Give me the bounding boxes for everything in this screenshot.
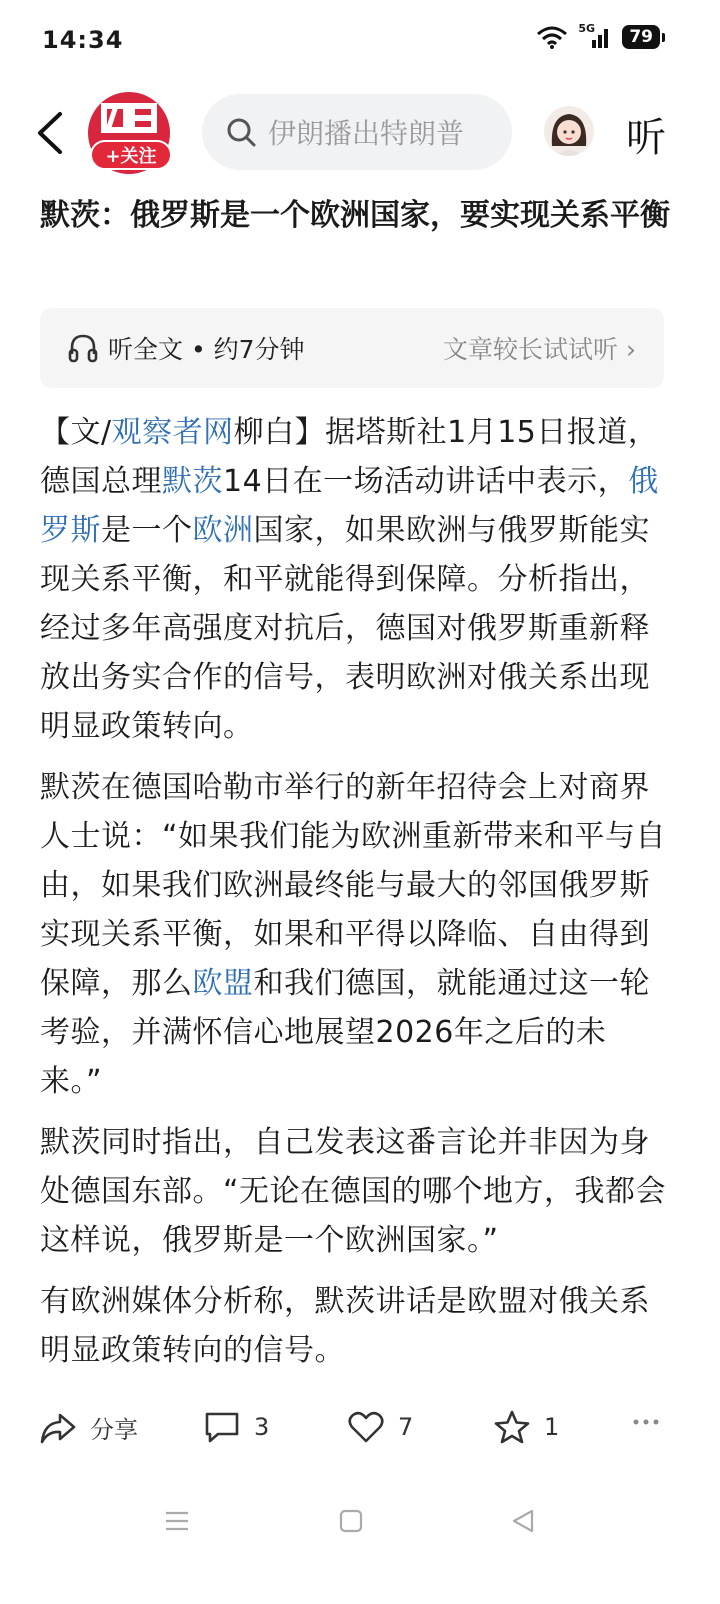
text-run: 14日在一场活动讲话中表示，: [223, 464, 629, 499]
paragraph: 默茨同时指出，自己发表这番言论并非因为身处德国东部。“无论在德国的哪个地方，我都会这样说，俄罗斯是一个欧洲国家。”: [40, 1125, 667, 1258]
text-run: 是一个: [101, 513, 193, 548]
menu-nav-button[interactable]: [164, 1508, 190, 1538]
listen-suggestion[interactable]: 文章较长试试听 ›: [443, 335, 636, 364]
paragraph: [40, 408, 668, 751]
menu-icon: [164, 1508, 190, 1534]
battery-icon: 79: [622, 25, 660, 49]
link-russia[interactable]: 俄罗斯: [40, 464, 659, 548]
text-run: 国家，如果欧洲与俄罗斯能实现关系平衡，和平就能得到保障。分析指出，经过多年高强度对抗后，德国对俄罗斯重新释放出务实合作的信号，表明欧洲对俄关系出现明显政策转向。: [40, 513, 650, 744]
like-button[interactable]: [348, 1410, 413, 1444]
headphones-icon: [68, 332, 98, 364]
text-run: 柳白】据塔斯社1月15日报道，德国总理: [40, 415, 659, 499]
favorite-count: 1: [544, 1413, 560, 1441]
listen-full-text-bar[interactable]: [40, 308, 664, 388]
listen-button[interactable]: 听: [626, 115, 666, 161]
star-icon: [494, 1410, 530, 1444]
more-dots-icon: [632, 1418, 660, 1426]
comment-icon: [204, 1410, 240, 1444]
follow-button[interactable]: +关注: [90, 140, 172, 170]
avatar-illustration: [544, 106, 594, 156]
paragraph: 有欧洲媒体分析称，默茨讲话是欧盟对俄关系明显政策转向的信号。: [40, 1284, 650, 1368]
network-type: 5G: [578, 22, 596, 35]
back-nav-button[interactable]: [510, 1508, 536, 1538]
search-placeholder: 伊朗播出特朗普: [268, 117, 465, 150]
share-button[interactable]: [40, 1410, 138, 1445]
link-europe[interactable]: 欧洲: [192, 513, 254, 548]
link-guancha[interactable]: 观察者网: [111, 415, 234, 450]
article-title: 默茨：俄罗斯是一个欧洲国家，要实现关系平衡: [40, 198, 670, 233]
top-nav: [0, 88, 720, 180]
share-label: 分享: [90, 1416, 138, 1444]
status-icons: [536, 24, 660, 50]
status-time: 14:34: [42, 26, 124, 54]
action-bar: [0, 1400, 720, 1464]
article-body: [40, 408, 668, 1387]
text-run: 【文/: [40, 415, 112, 450]
link-merz[interactable]: 默茨: [162, 464, 223, 499]
back-triangle-icon: [510, 1508, 536, 1534]
cellular-signal-icon: [578, 24, 612, 50]
paragraph: [40, 763, 668, 1106]
search-bar[interactable]: [202, 94, 512, 170]
listen-duration: 听全文 • 约7分钟: [108, 335, 305, 364]
text-run: 和我们德国，就能通过这一轮考验，并满怀信心地展望2026年之后的未来。”: [40, 966, 650, 1099]
text-run: 默茨在德国哈勒市举行的新年招待会上对商界人士说：“如果我们能为欧洲重新带来和平与自由，如果我们欧洲最终能与最大的邻国俄罗斯实现关系平衡，如果和平得以降临、自由得到保障，那么: [40, 770, 667, 1001]
comment-button[interactable]: [204, 1410, 269, 1444]
home-nav-button[interactable]: [338, 1508, 364, 1538]
like-count: 7: [398, 1413, 414, 1441]
favorite-button[interactable]: [494, 1410, 559, 1444]
wifi-icon: [536, 25, 568, 49]
system-nav-bar: [0, 1490, 720, 1560]
back-button[interactable]: [30, 108, 70, 158]
link-eu[interactable]: 欧盟: [192, 966, 254, 1001]
search-icon: [226, 117, 256, 147]
share-icon: [40, 1411, 76, 1445]
status-bar: [0, 0, 720, 80]
comment-count: 3: [254, 1413, 270, 1441]
chevron-left-icon: [30, 108, 70, 158]
home-square-icon: [338, 1508, 364, 1534]
heart-icon: [348, 1410, 384, 1444]
avatar[interactable]: [544, 106, 594, 156]
more-button[interactable]: [632, 1418, 674, 1426]
